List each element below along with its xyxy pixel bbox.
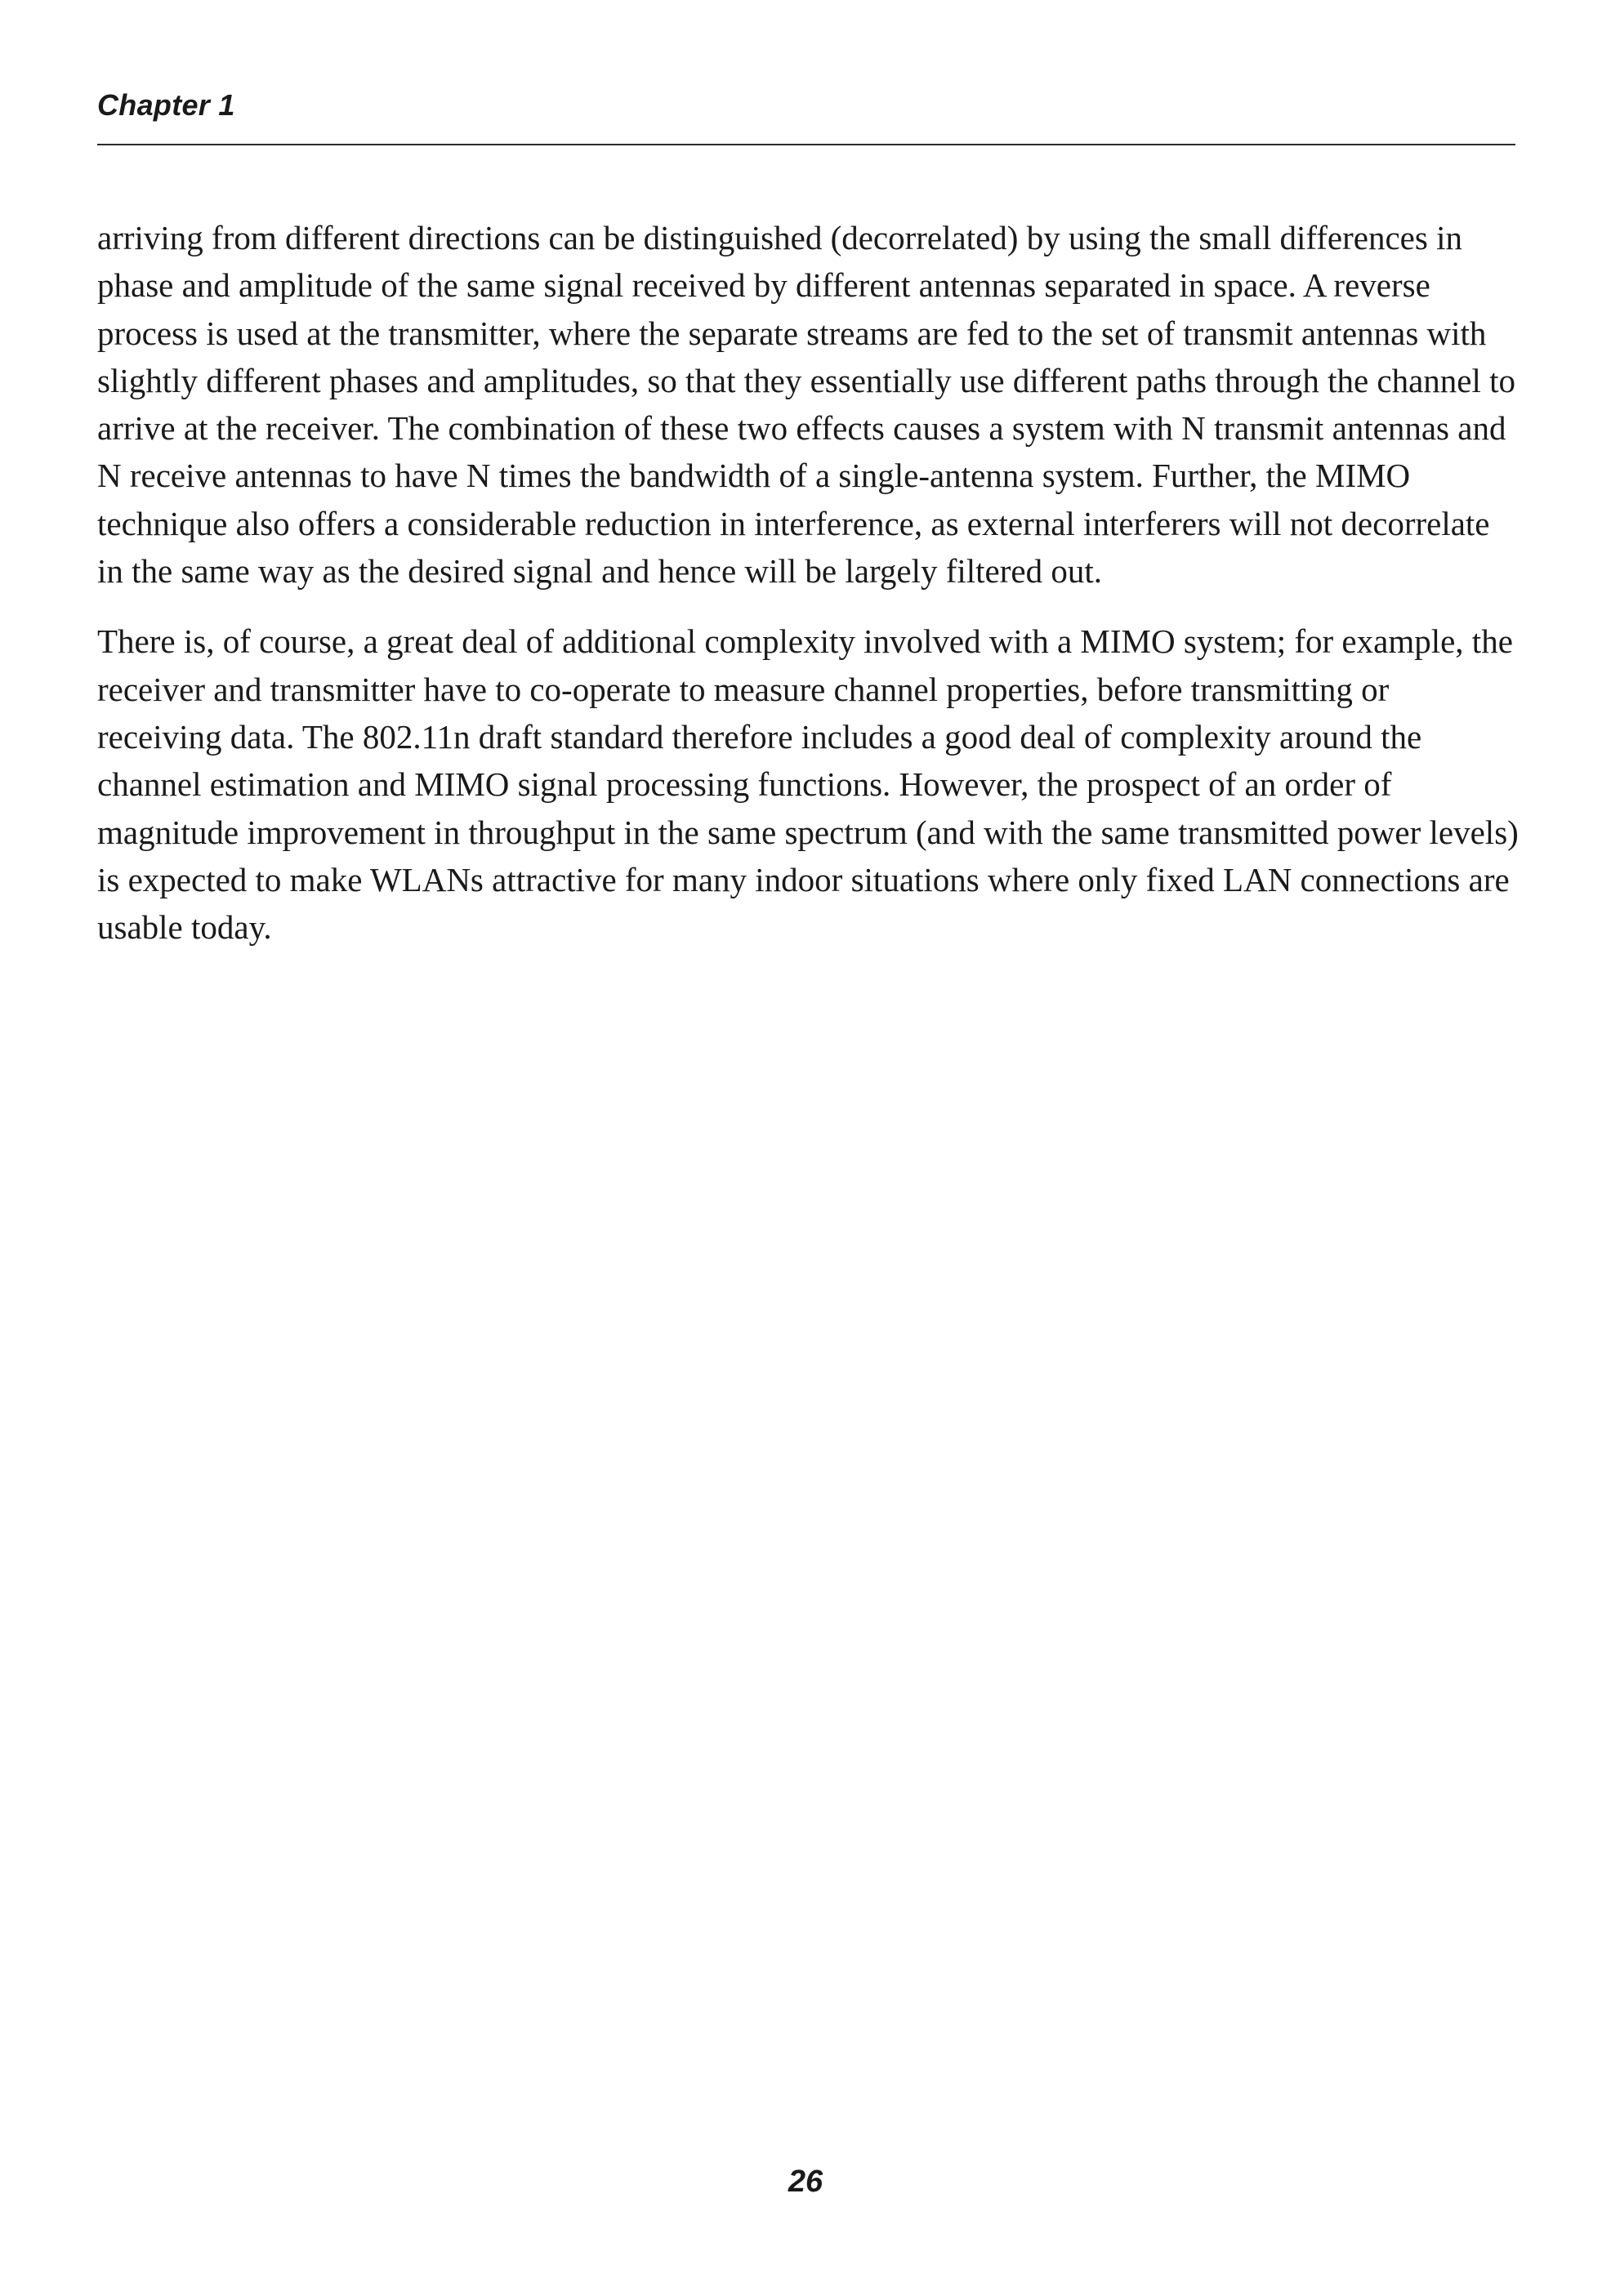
chapter-running-head: Chapter 1 (97, 88, 235, 122)
page-number: 26 (788, 2164, 823, 2199)
paragraph: arriving from different directions can be distinguished (decorrelated) by using the small differences in phase and amplitude of the same signal received by different antennas separated in space. A reverse process is used at the transmitter, where the separate streams are fed to the set of transmit antennas with slightly different phases and amplitudes, so that they essentially use different paths through the channel to arrive at the receiver. The combination of these two effects causes a system with N transmit antennas and N receive antennas to have N times the bandwidth of a single-antenna system. Further, the MIMO technique also offers a considerable reduction in interference, as external interferers will not decorrelate in the same way as the desired signal and hence will be largely filtered out. (97, 219, 1516, 591)
body-text (97, 214, 1519, 974)
header-divider (97, 144, 1515, 145)
paragraph: There is, of course, a great deal of additional complexity involved with a MIMO system; for example, the receiver and transmitter have to co-operate to measure channel properties, before transmitting or receiving data. The 802.11n draft standard therefore includes a good deal of complexity around the channel estimation and MIMO signal processing functions. However, the prospect of an order of magnitude improvement in throughput in the same spectrum (and with the same transmitted power levels) is expected to make WLANs attractive for many indoor situations where only fixed LAN connections are usable today. (97, 622, 1519, 947)
